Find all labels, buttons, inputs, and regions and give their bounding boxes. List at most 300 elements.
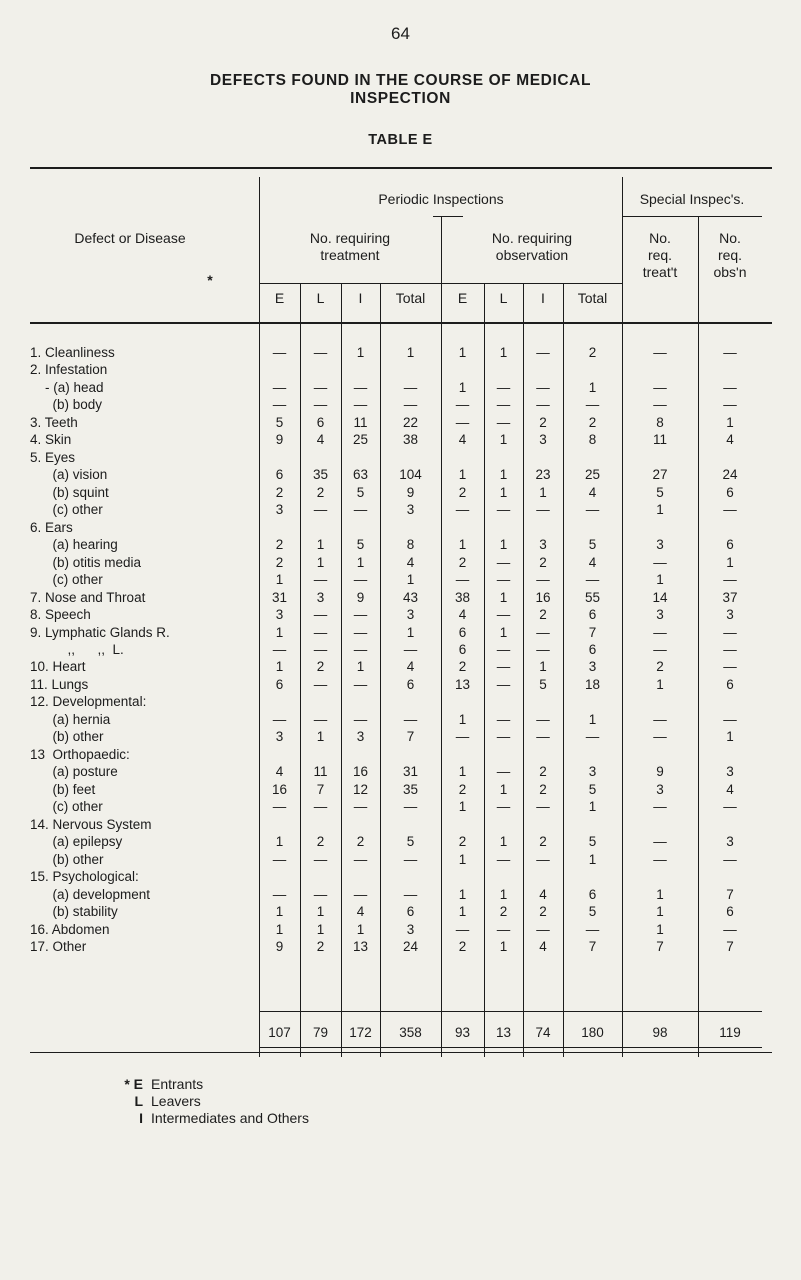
row-cell: — bbox=[536, 729, 550, 745]
total-cell: 93 bbox=[454, 1025, 471, 1040]
row-cell: 1 bbox=[539, 659, 547, 675]
row-cell: — bbox=[272, 397, 287, 413]
row-cell: 4 bbox=[726, 781, 734, 797]
row-cell: 1 bbox=[499, 834, 508, 850]
row-cell: 9 bbox=[656, 764, 664, 780]
row-cell: — bbox=[313, 379, 328, 395]
col-rule bbox=[300, 283, 301, 1057]
row-cell: 1 bbox=[499, 589, 508, 605]
row-cell: 2 bbox=[588, 414, 597, 430]
title-line-1: DEFECTS FOUND IN THE COURSE OF MEDICAL bbox=[209, 72, 592, 89]
row-cell: 3 bbox=[275, 607, 284, 623]
row-cell: — bbox=[496, 729, 511, 745]
row-label: 2. Infestation bbox=[30, 362, 108, 378]
row-cell: — bbox=[496, 764, 511, 780]
row-label: 10. Heart bbox=[30, 659, 86, 675]
row-cell: 1 bbox=[499, 624, 508, 640]
row-cell: 6 bbox=[726, 904, 734, 920]
row-cell: 2 bbox=[539, 781, 547, 797]
row-cell: 1 bbox=[499, 886, 508, 902]
row-cell: 2 bbox=[539, 764, 547, 780]
row-cell: — bbox=[723, 397, 737, 413]
row-label: (b) other bbox=[30, 851, 104, 867]
row-cell: — bbox=[536, 624, 550, 640]
row-cell: 3 bbox=[406, 921, 415, 937]
row-cell: 27 bbox=[652, 467, 668, 483]
table-row bbox=[0, 536, 801, 553]
row-cell: — bbox=[353, 502, 368, 518]
top-rule bbox=[30, 167, 772, 169]
row-cell: — bbox=[585, 572, 600, 588]
row-label: 16. Abdomen bbox=[30, 921, 110, 937]
row-cell: 2 bbox=[458, 938, 467, 954]
footnote-text: Entrants bbox=[151, 1076, 204, 1092]
row-cell: 6 bbox=[458, 641, 467, 657]
page-title bbox=[0, 72, 801, 108]
footnote-item bbox=[110, 1093, 201, 1110]
table-row bbox=[0, 938, 801, 955]
row-cell: — bbox=[272, 799, 287, 815]
row-cell: — bbox=[496, 851, 511, 867]
row-cell: 2 bbox=[316, 834, 325, 850]
row-label: (b) other bbox=[30, 729, 104, 745]
row-cell: — bbox=[403, 711, 418, 727]
row-label: 4. Skin bbox=[30, 432, 72, 448]
periodic-split-rule bbox=[433, 216, 463, 217]
row-cell: — bbox=[536, 711, 550, 727]
row-cell: — bbox=[496, 379, 511, 395]
row-cell: — bbox=[653, 397, 667, 413]
row-cell: 9 bbox=[356, 589, 365, 605]
row-cell: 2 bbox=[356, 834, 365, 850]
row-cell: — bbox=[653, 851, 667, 867]
table-row bbox=[0, 589, 801, 606]
row-cell: 1 bbox=[499, 467, 508, 483]
row-cell: — bbox=[272, 711, 287, 727]
row-cell: 2 bbox=[656, 659, 664, 675]
row-cell: 1 bbox=[458, 537, 467, 553]
row-cell: 12 bbox=[352, 781, 369, 797]
row-cell: 11 bbox=[353, 414, 368, 430]
row-cell: 63 bbox=[352, 467, 369, 483]
row-label: 14. Nervous System bbox=[30, 816, 152, 832]
row-cell: 1 bbox=[316, 729, 325, 745]
row-cell: 38 bbox=[402, 432, 419, 448]
table-row bbox=[0, 728, 801, 745]
row-cell: 104 bbox=[399, 467, 422, 483]
row-cell: — bbox=[313, 345, 328, 360]
row-cell: 3 bbox=[726, 607, 734, 623]
table-row bbox=[0, 449, 801, 466]
row-cell: 2 bbox=[275, 484, 284, 500]
row-cell: 7 bbox=[588, 938, 597, 954]
header-req-obs: No. req. obs'n bbox=[713, 230, 747, 280]
table-row bbox=[0, 833, 801, 850]
col-rule bbox=[259, 177, 260, 1057]
row-cell: 7 bbox=[588, 624, 597, 640]
row-cell: — bbox=[496, 676, 511, 692]
row-cell: — bbox=[723, 379, 737, 395]
footnote-text: Intermediates and Others bbox=[151, 1110, 309, 1126]
row-cell: 24 bbox=[402, 938, 419, 954]
row-cell: 1 bbox=[656, 676, 664, 692]
row-cell: 1 bbox=[356, 659, 365, 675]
row-cell: — bbox=[723, 921, 737, 937]
row-label: 5. Eyes bbox=[30, 449, 76, 465]
col-rule bbox=[341, 283, 342, 1057]
row-cell: 6 bbox=[406, 904, 415, 920]
header-special: Special Inspec's. bbox=[639, 191, 745, 207]
row-cell: — bbox=[272, 379, 287, 395]
table-row bbox=[0, 886, 801, 903]
row-label: 12. Developmental: bbox=[30, 694, 147, 710]
row-cell: — bbox=[403, 886, 418, 902]
footnote-key: * E bbox=[124, 1076, 143, 1092]
row-label: (a) hernia bbox=[30, 711, 111, 727]
row-cell: 1 bbox=[406, 572, 415, 588]
row-label: (a) vision bbox=[30, 467, 108, 483]
row-label: (b) otitis media bbox=[30, 554, 142, 570]
row-label: (a) posture bbox=[30, 764, 118, 780]
table-row bbox=[0, 466, 801, 483]
row-cell: 5 bbox=[588, 537, 597, 553]
row-cell: 6 bbox=[726, 537, 734, 553]
row-cell: 9 bbox=[275, 938, 284, 954]
row-cell: — bbox=[353, 676, 368, 692]
row-cell: 1 bbox=[406, 624, 415, 640]
row-cell: 2 bbox=[316, 659, 325, 675]
row-cell: 7 bbox=[656, 938, 664, 954]
table-row bbox=[0, 606, 801, 623]
row-cell: — bbox=[723, 641, 737, 657]
row-cell: 3 bbox=[588, 659, 597, 675]
row-cell: 1 bbox=[726, 554, 734, 570]
row-cell: 35 bbox=[402, 781, 419, 797]
table-row bbox=[0, 554, 801, 571]
row-cell: 5 bbox=[588, 834, 597, 850]
row-cell: — bbox=[653, 711, 667, 727]
col-rule bbox=[523, 283, 524, 1057]
row-cell: 1 bbox=[458, 851, 467, 867]
row-cell: — bbox=[455, 502, 470, 518]
row-cell: — bbox=[353, 799, 368, 815]
row-cell: 1 bbox=[656, 886, 664, 902]
row-cell: 37 bbox=[722, 589, 738, 605]
table-row bbox=[0, 624, 801, 641]
row-label: (b) feet bbox=[30, 781, 96, 797]
row-cell: — bbox=[653, 799, 667, 815]
row-cell: — bbox=[536, 851, 550, 867]
row-cell: 3 bbox=[588, 764, 597, 780]
row-cell: 1 bbox=[458, 886, 467, 902]
row-cell: — bbox=[496, 659, 511, 675]
row-cell: — bbox=[313, 799, 328, 815]
row-cell: 6 bbox=[275, 676, 284, 692]
row-cell: 3 bbox=[656, 537, 664, 553]
row-cell: 4 bbox=[588, 554, 597, 570]
row-cell: 3 bbox=[726, 764, 734, 780]
row-cell: 16 bbox=[271, 781, 288, 797]
row-cell: — bbox=[536, 379, 550, 395]
row-label: 8. Speech bbox=[30, 607, 91, 623]
row-cell: 6 bbox=[316, 414, 325, 430]
row-cell: — bbox=[313, 397, 328, 413]
row-label: (a) development bbox=[30, 886, 151, 902]
subcol-header: Total bbox=[577, 290, 608, 306]
table-row bbox=[0, 921, 801, 938]
row-cell: 1 bbox=[458, 379, 467, 395]
row-cell: — bbox=[272, 641, 287, 657]
row-cell: 4 bbox=[406, 659, 415, 675]
row-cell: 16 bbox=[535, 589, 551, 605]
special-split-rule bbox=[622, 216, 762, 217]
footnote-item bbox=[110, 1076, 203, 1093]
row-label: (c) other bbox=[30, 502, 103, 518]
row-cell: 1 bbox=[356, 921, 365, 937]
row-cell: — bbox=[585, 729, 600, 745]
row-cell: 2 bbox=[275, 554, 284, 570]
row-cell: 3 bbox=[726, 834, 734, 850]
row-cell: — bbox=[653, 729, 667, 745]
table-row bbox=[0, 379, 801, 396]
row-cell: 24 bbox=[722, 467, 738, 483]
row-cell: — bbox=[313, 676, 328, 692]
row-cell: — bbox=[272, 851, 287, 867]
row-cell: 2 bbox=[458, 554, 467, 570]
row-cell: 2 bbox=[275, 537, 284, 553]
row-cell: 14 bbox=[652, 589, 668, 605]
row-cell: — bbox=[403, 799, 418, 815]
row-cell: 1 bbox=[656, 904, 664, 920]
header-defect: Defect or Disease bbox=[74, 230, 186, 246]
table-row bbox=[0, 676, 801, 693]
row-label: 3. Teeth bbox=[30, 414, 78, 430]
total-cell: 79 bbox=[312, 1025, 329, 1040]
row-cell: 2 bbox=[458, 781, 467, 797]
row-label: (b) squint bbox=[30, 484, 109, 500]
row-label: (c) other bbox=[30, 572, 103, 588]
footnote-key: L bbox=[134, 1093, 143, 1109]
total-cell: 180 bbox=[581, 1025, 604, 1040]
row-cell: — bbox=[353, 641, 368, 657]
row-cell: — bbox=[496, 554, 511, 570]
row-cell: 4 bbox=[458, 607, 467, 623]
row-cell: 1 bbox=[356, 345, 365, 360]
subcol-header: E bbox=[274, 290, 285, 306]
total-cell: 107 bbox=[268, 1025, 291, 1040]
row-cell: — bbox=[653, 624, 667, 640]
footnote-item bbox=[110, 1110, 309, 1127]
row-cell: — bbox=[723, 711, 737, 727]
row-cell: — bbox=[536, 641, 550, 657]
row-cell: — bbox=[272, 345, 287, 360]
row-cell: 2 bbox=[499, 904, 508, 920]
row-cell: 3 bbox=[656, 781, 664, 797]
row-cell: 6 bbox=[588, 607, 597, 623]
total-cell: 98 bbox=[652, 1025, 668, 1040]
row-cell: 1 bbox=[458, 764, 467, 780]
row-cell: — bbox=[353, 379, 368, 395]
table-row bbox=[0, 746, 801, 763]
row-cell: — bbox=[313, 607, 328, 623]
row-cell: 4 bbox=[539, 886, 547, 902]
row-cell: 31 bbox=[271, 589, 288, 605]
row-cell: — bbox=[353, 624, 368, 640]
table-row bbox=[0, 519, 801, 536]
row-cell: 1 bbox=[316, 921, 325, 937]
row-cell: — bbox=[455, 414, 470, 430]
row-cell: 1 bbox=[726, 729, 734, 745]
row-cell: 1 bbox=[499, 537, 508, 553]
subcol-header: Total bbox=[395, 290, 426, 306]
row-cell: 55 bbox=[584, 589, 601, 605]
row-cell: 5 bbox=[356, 537, 365, 553]
row-cell: 1 bbox=[316, 904, 325, 920]
row-label: (a) hearing bbox=[30, 537, 118, 553]
row-label: 17. Other bbox=[30, 938, 87, 954]
row-cell: 5 bbox=[539, 676, 547, 692]
row-cell: 4 bbox=[588, 484, 597, 500]
row-cell: 8 bbox=[588, 432, 597, 448]
table-row bbox=[0, 781, 801, 798]
row-cell: 25 bbox=[584, 467, 601, 483]
row-cell: — bbox=[536, 502, 550, 518]
row-label: 7. Nose and Throat bbox=[30, 589, 146, 605]
row-cell: — bbox=[353, 711, 368, 727]
row-cell: 4 bbox=[406, 554, 415, 570]
row-cell: — bbox=[723, 345, 737, 360]
table-row bbox=[0, 396, 801, 413]
row-cell: 6 bbox=[588, 886, 597, 902]
row-cell: 5 bbox=[406, 834, 415, 850]
row-cell: — bbox=[653, 554, 667, 570]
row-cell: — bbox=[353, 572, 368, 588]
bottom-rule bbox=[30, 1052, 772, 1053]
row-cell: 1 bbox=[588, 379, 597, 395]
subcol-header: L bbox=[316, 290, 325, 306]
table-row bbox=[0, 484, 801, 501]
row-cell: 5 bbox=[275, 414, 284, 430]
total-cell: 119 bbox=[719, 1025, 741, 1040]
row-cell: 8 bbox=[406, 537, 415, 553]
row-cell: 1 bbox=[458, 799, 467, 815]
row-cell: 3 bbox=[275, 729, 284, 745]
row-cell: 5 bbox=[588, 904, 597, 920]
table-row bbox=[0, 868, 801, 885]
table-row bbox=[0, 501, 801, 518]
row-cell: 1 bbox=[275, 904, 284, 920]
row-cell: — bbox=[313, 502, 328, 518]
subcol-header: E bbox=[457, 290, 468, 306]
row-cell: — bbox=[403, 379, 418, 395]
row-cell: 4 bbox=[275, 764, 284, 780]
row-cell: — bbox=[455, 572, 470, 588]
table-row bbox=[0, 798, 801, 815]
row-cell: 3 bbox=[406, 607, 415, 623]
row-cell: — bbox=[585, 397, 600, 413]
row-label: 9. Lymphatic Glands R. bbox=[30, 624, 170, 640]
row-cell: 1 bbox=[275, 834, 284, 850]
row-cell: 2 bbox=[458, 659, 467, 675]
row-cell: — bbox=[313, 711, 328, 727]
row-cell: 1 bbox=[275, 624, 284, 640]
row-cell: — bbox=[496, 397, 511, 413]
table-title: TABLE E bbox=[368, 132, 433, 148]
row-cell: — bbox=[496, 607, 511, 623]
row-cell: 4 bbox=[316, 432, 325, 448]
table-row bbox=[0, 361, 801, 378]
subcol-header: L bbox=[499, 290, 508, 306]
table-row bbox=[0, 693, 801, 710]
row-cell: — bbox=[585, 502, 600, 518]
row-cell: — bbox=[272, 886, 287, 902]
row-cell: 2 bbox=[316, 938, 325, 954]
row-cell: 1 bbox=[275, 659, 284, 675]
col-rule bbox=[698, 216, 699, 1057]
table-row bbox=[0, 344, 801, 361]
row-cell: 4 bbox=[458, 432, 467, 448]
row-cell: — bbox=[536, 572, 550, 588]
row-cell: 2 bbox=[316, 484, 325, 500]
row-cell: 3 bbox=[406, 502, 415, 518]
table-row bbox=[0, 414, 801, 431]
row-label: 15. Psychological: bbox=[30, 869, 139, 885]
row-cell: 2 bbox=[458, 484, 467, 500]
row-cell: 6 bbox=[458, 624, 467, 640]
row-cell: — bbox=[496, 572, 511, 588]
row-cell: 6 bbox=[726, 484, 734, 500]
row-cell: 11 bbox=[313, 764, 328, 780]
row-cell: — bbox=[536, 397, 550, 413]
row-cell: 1 bbox=[458, 345, 467, 360]
row-cell: 25 bbox=[352, 432, 369, 448]
row-cell: 9 bbox=[406, 484, 415, 500]
table-row bbox=[0, 711, 801, 728]
row-cell: 1 bbox=[406, 345, 415, 360]
row-cell: 1 bbox=[588, 711, 597, 727]
row-cell: 3 bbox=[316, 589, 325, 605]
row-cell: — bbox=[353, 607, 368, 623]
row-cell: 1 bbox=[499, 432, 508, 448]
row-cell: — bbox=[653, 834, 667, 850]
total-cell: 13 bbox=[495, 1025, 512, 1040]
row-cell: 1 bbox=[316, 554, 325, 570]
row-cell: — bbox=[403, 641, 418, 657]
row-cell: — bbox=[353, 851, 368, 867]
row-cell: 1 bbox=[588, 799, 597, 815]
col-rule bbox=[380, 283, 381, 1057]
row-cell: 6 bbox=[406, 676, 415, 692]
row-cell: 4 bbox=[726, 432, 734, 448]
row-cell: 43 bbox=[402, 589, 419, 605]
row-cell: 8 bbox=[656, 414, 664, 430]
row-cell: 2 bbox=[539, 607, 547, 623]
header-observation: No. requiring observation bbox=[491, 230, 573, 263]
row-cell: 6 bbox=[726, 676, 734, 692]
row-cell: — bbox=[353, 397, 368, 413]
row-cell: 1 bbox=[539, 484, 547, 500]
row-label: (b) stability bbox=[30, 904, 118, 920]
row-label: (c) other bbox=[30, 799, 103, 815]
row-cell: — bbox=[455, 729, 470, 745]
row-label: 11. Lungs bbox=[30, 676, 89, 692]
row-cell: 5 bbox=[588, 781, 597, 797]
col-rule bbox=[563, 283, 564, 1057]
row-cell: 18 bbox=[584, 676, 601, 692]
row-label: (b) body bbox=[30, 397, 103, 413]
row-cell: 3 bbox=[539, 537, 547, 553]
col-rule bbox=[622, 177, 623, 1057]
